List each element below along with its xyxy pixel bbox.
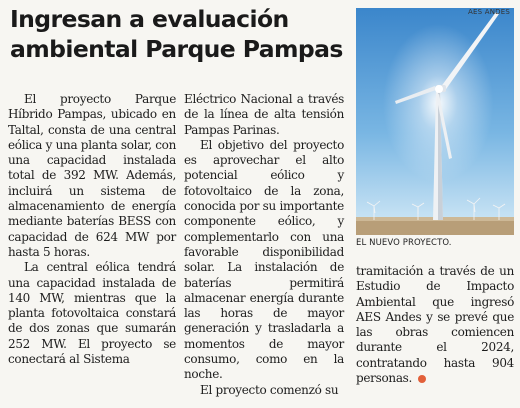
paragraph: Eléctrico Nacional a través de la línea de alta tensión Pampas Parinas. <box>184 92 344 137</box>
article-column-2 <box>184 92 344 398</box>
paragraph <box>356 264 514 386</box>
paragraph-text: tramitación a través de un Estudio de Impacto Ambiental que ingresó AES Andes y se prevé que las obras comiencen durante el 2024, contratando hasta 904 personas. <box>356 264 514 386</box>
paragraph: La central eólica tendrá una capacidad instalada de 140 MW, mientras que la planta fotovoltaica constará de dos zonas que sumarán 252 MW. El proyecto se conectará al Sistema <box>8 260 176 367</box>
paragraph: El proyecto comenzó su <box>200 382 339 397</box>
article-column-3 <box>356 264 514 386</box>
photo-caption: EL NUEVO PROYECTO. <box>356 238 452 248</box>
wind-turbine-photo <box>356 8 514 235</box>
article-column-1 <box>8 92 176 367</box>
photo-credit: AES ANDES <box>468 8 510 16</box>
paragraph: El objetivo del proyecto es aprovechar el alto potencial eólico y fotovoltaico de la zona, conocida por su importante componente eólico, y complementarlo con una favorable disponibilidad solar. La instalación de baterías permitirá almacenar energía durante las horas de mayor generación y trasladarla a momentos de mayor consumo, como en la noche. <box>184 137 344 382</box>
headline: Ingresan a evaluación ambiental Parque Pampas <box>10 5 343 63</box>
paragraph: El proyecto Parque Híbrido Pampas, ubicado en Taltal, consta de una central eólica y una planta solar, con una capacidad instalada total de 392 MW. Además, incluirá un sistema de almacenamiento de energía mediante baterías BESS con capacidad de 624 MW por hasta 5 horas. <box>8 92 177 259</box>
wind-turbine-illustration <box>356 8 514 235</box>
end-of-article-icon <box>418 375 426 383</box>
